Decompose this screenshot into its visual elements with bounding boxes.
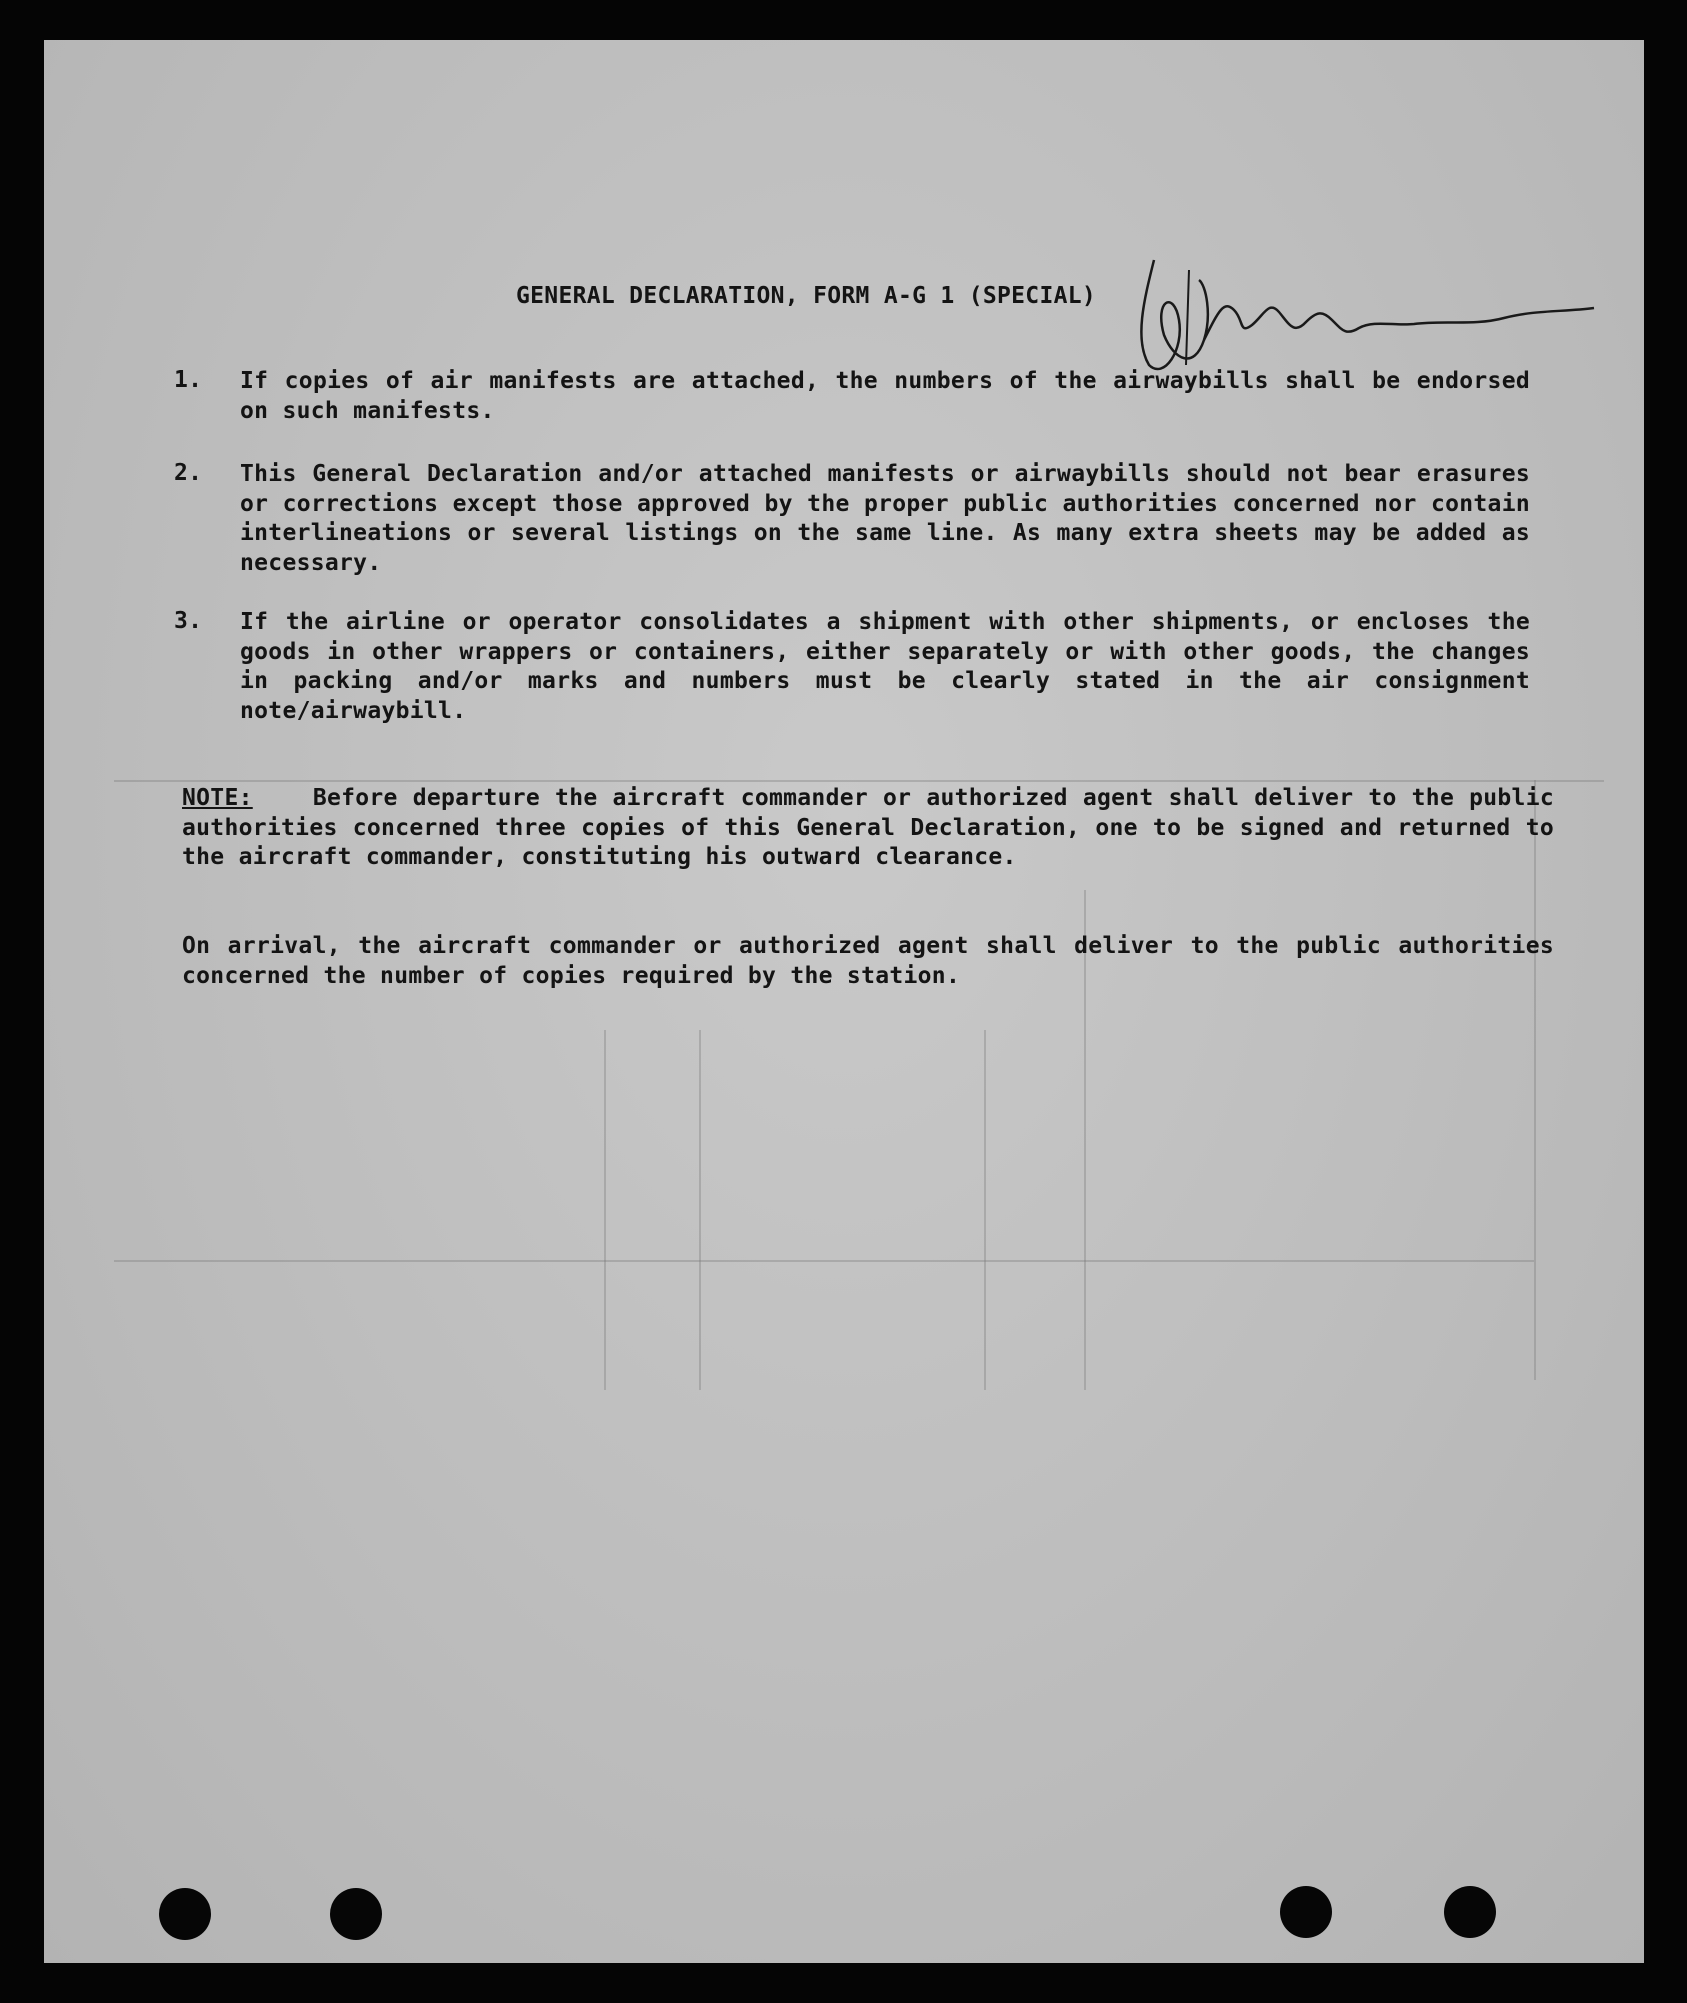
punch-hole xyxy=(159,1888,211,1940)
punch-hole xyxy=(1280,1886,1332,1938)
item-text: This General Declaration and/or attached manifests or airwaybills should not bear erasures or corrections except those approved by the proper public authorities concerned nor contain interlineations or several listings on the same line. As many extra sheets may be added as necessary. xyxy=(240,461,1530,576)
bleed-through-line xyxy=(114,780,1604,782)
bleed-through-line xyxy=(604,1030,606,1390)
item-number: 3. xyxy=(174,608,203,634)
item-number: 1. xyxy=(174,367,203,393)
punch-hole xyxy=(1444,1886,1496,1938)
bleed-through-line xyxy=(114,1260,1534,1262)
item-text: If the airline or operator consolidates a shipment with other shipments, or encloses the goods in other wrappers or containers, either separately or with other goods, the changes in packing and/or marks and numbers must be clearly stated in the air consignment note/airwaybill. xyxy=(240,609,1530,724)
punch-hole xyxy=(330,1888,382,1940)
note-paragraph xyxy=(182,784,1554,873)
arrival-paragraph: On arrival, the aircraft commander or authorized agent shall deliver to the public authorities concerned the number of copies required by the station. xyxy=(182,933,1554,989)
document-page xyxy=(44,40,1644,1963)
document-title: GENERAL DECLARATION, FORM A-G 1 (SPECIAL) xyxy=(516,283,1097,309)
item-number: 2. xyxy=(174,460,203,486)
bleed-through-line xyxy=(699,1030,701,1390)
note-text: Before departure the aircraft commander or authorized agent shall deliver to the public authorities concerned three copies of this General Declaration, one to be signed and returned to the aircraft commander, constituting his outward clearance. xyxy=(182,785,1554,870)
bleed-through-line xyxy=(984,1030,986,1390)
note-label: NOTE: xyxy=(182,785,253,811)
item-text: If copies of air manifests are attached, the numbers of the airwaybills shall be endorsed on such manifests. xyxy=(240,368,1530,424)
